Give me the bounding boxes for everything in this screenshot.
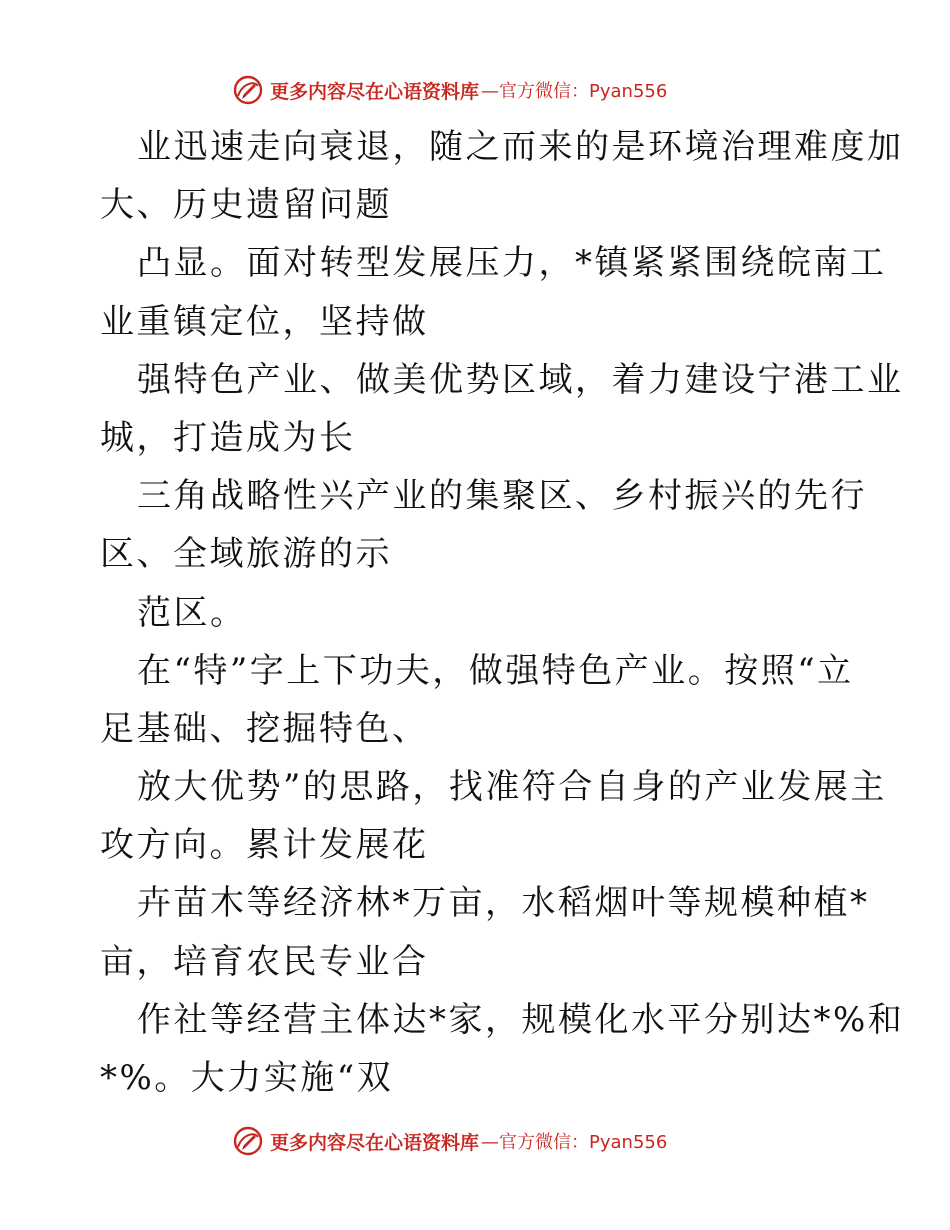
text-line: 作社等经营主体达*家，规模化水平分别达*%和	[137, 999, 905, 1040]
text-line: 凸显。面对转型发展压力，*镇紧紧围绕皖南工	[137, 243, 887, 284]
text-line: 范区。	[137, 592, 247, 633]
header-watermark	[232, 72, 667, 108]
watermark-contact-text: —官方微信：Pyan556	[481, 1132, 668, 1153]
text-line: 三角战略性兴产业的集聚区、乡村振兴的先行	[137, 476, 867, 517]
pen-swirl-logo-icon	[232, 1125, 264, 1157]
footer-watermark	[232, 1123, 667, 1159]
document-body	[100, 118, 905, 1107]
text-line: 放大优势”的思路，找准符合自身的产业发展主	[137, 767, 887, 808]
text-line: 业重镇定位，坚持做	[100, 301, 429, 342]
text-line: *%。大力实施“双	[100, 1058, 394, 1098]
watermark-main-text: 更多内容尽在心语资料库	[270, 1131, 480, 1154]
text-line: 亩，培育农民专业合	[100, 941, 429, 982]
text-line: 城，打造成为长	[100, 417, 356, 458]
text-line: 在“特”字上下功夫，做强特色产业。按照“立	[137, 650, 854, 691]
text-line: 大、历史遗留问题	[100, 185, 392, 226]
text-line: 区、全域旅游的示	[100, 534, 392, 575]
text-line: 足基础、挖掘特色、	[100, 708, 429, 749]
text-line: 攻方向。累计发展花	[100, 825, 429, 866]
pen-swirl-logo-icon	[232, 74, 264, 106]
text-line: 业迅速走向衰退，随之而来的是环境治理难度加	[137, 127, 904, 167]
watermark-main-text: 更多内容尽在心语资料库	[270, 80, 480, 103]
text-line: 强特色产业、做美优势区域，着力建设宁港工业	[137, 359, 904, 400]
text-line: 卉苗木等经济林*万亩，水稻烟叶等规模种植*	[137, 883, 870, 924]
watermark-contact-text: —官方微信：Pyan556	[481, 81, 668, 102]
